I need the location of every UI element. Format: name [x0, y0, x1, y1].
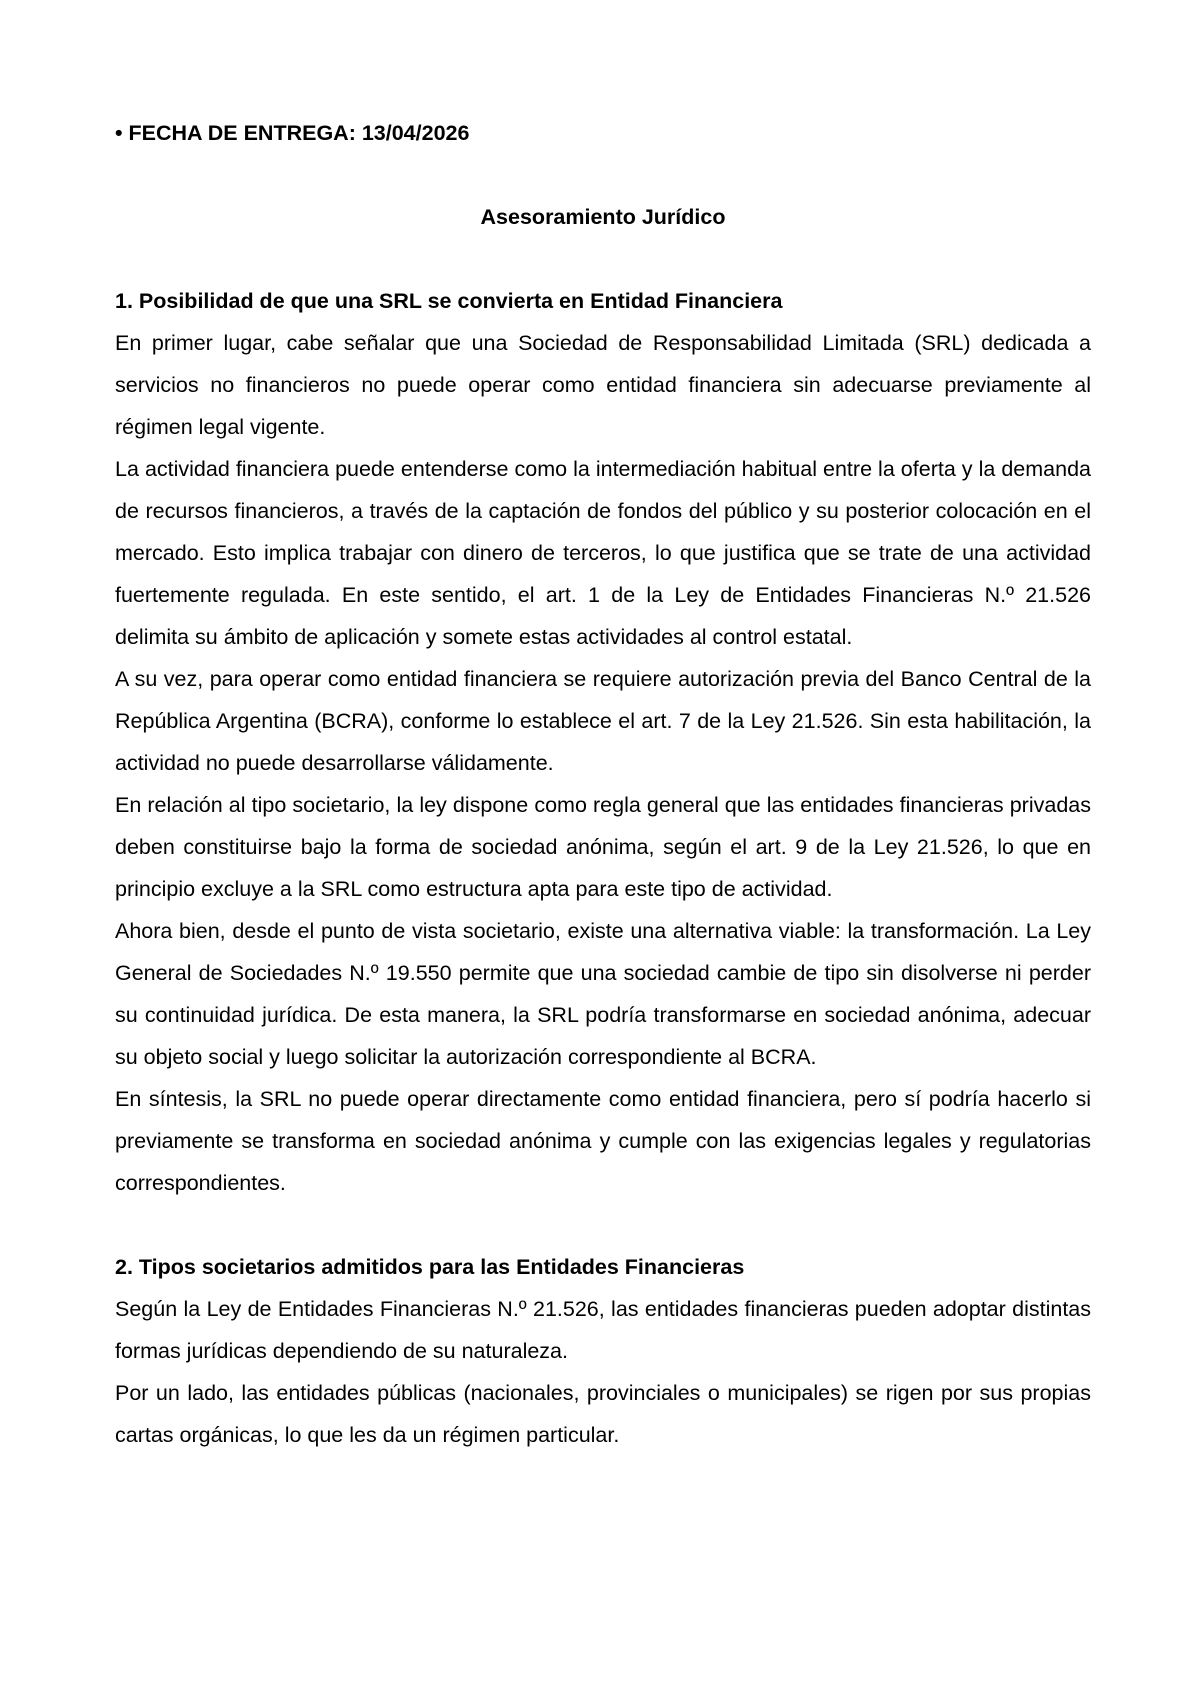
- section-heading-1: 1. Posibilidad de que una SRL se convierta en Entidad Financiera: [115, 289, 783, 313]
- paragraph: Por un lado, las entidades públicas (nacionales, provinciales o municipales) se rigen por sus propias cartas orgánicas, lo que les da un régimen particular.: [115, 1381, 1091, 1447]
- delivery-date-line: [115, 112, 1091, 154]
- paragraph: En relación al tipo societario, la ley dispone como regla general que las entidades financieras privadas deben constituirse bajo la forma de sociedad anónima, según el art. 9 de la Ley 21.526, lo que en principio excluye a la SRL como estructura apta para este tipo de actividad.: [115, 793, 1091, 901]
- paragraph: En primer lugar, cabe señalar que una Sociedad de Responsabilidad Limitada (SRL) dedicada a servicios no financieros no puede operar como entidad financiera sin adecuarse previamente al régimen legal vigente.: [115, 331, 1091, 439]
- delivery-date: FECHA DE ENTREGA: 13/04/2026: [128, 121, 470, 145]
- paragraph: Según la Ley de Entidades Financieras N.º 21.526, las entidades financieras pueden adoptar distintas formas jurídicas dependiendo de su naturaleza.: [115, 1297, 1091, 1363]
- document-title: Asesoramiento Jurídico: [480, 205, 726, 229]
- document-body: [115, 112, 1091, 1456]
- paragraph: A su vez, para operar como entidad financiera se requiere autorización previa del Banco Central de la República Argentina (BCRA), conforme lo establece el art. 7 de la Ley 21.526. Sin esta habilitación, la actividad no puede desarrollarse válidamente.: [115, 667, 1091, 775]
- paragraph: Ahora bien, desde el punto de vista societario, existe una alternativa viable: la transformación. La Ley General de Sociedades N.º 19.550 permite que una sociedad cambie de tipo sin disolverse ni perder su continuidad jurídica. De esta manera, la SRL podría transformarse en sociedad anónima, adecuar su objeto social y luego solicitar la autorización correspondiente al BCRA.: [115, 919, 1091, 1069]
- section-heading-2: 2. Tipos societarios admitidos para las Entidades Financieras: [115, 1255, 745, 1279]
- bullet-icon: •: [115, 121, 123, 145]
- paragraph: En síntesis, la SRL no puede operar directamente como entidad financiera, pero sí podría hacerlo si previamente se transforma en sociedad anónima y cumple con las exigencias legales y regulatorias correspondientes.: [115, 1087, 1091, 1195]
- paragraph: La actividad financiera puede entenderse como la intermediación habitual entre la oferta y la demanda de recursos financieros, a través de la captación de fondos del público y su posterior colocación en el mercado. Esto implica trabajar con dinero de terceros, lo que justifica que se trate de una actividad fuertemente regulada. En este sentido, el art. 1 de la Ley de Entidades Financieras N.º 21.526 delimita su ámbito de aplicación y somete estas actividades al control estatal.: [115, 457, 1091, 649]
